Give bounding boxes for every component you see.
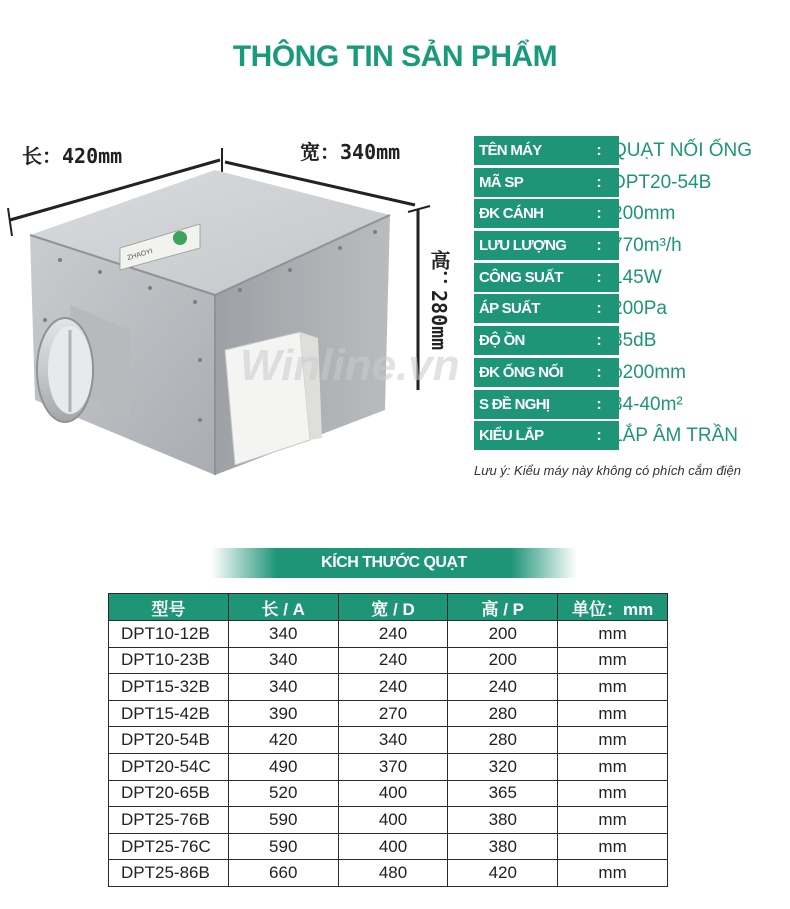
spec-key: ĐK ỐNG NỐI (474, 358, 579, 387)
spec-value: QUẠT NỐI ỐNG (612, 140, 753, 161)
spec-colon: : (579, 136, 619, 165)
table-row (109, 780, 668, 807)
spec-row-s-de-nghi (474, 390, 774, 419)
spec-colon: : (579, 294, 619, 323)
spec-key: S ĐỀ NGHỊ (474, 390, 579, 419)
dimension-height: 高：280mm (427, 250, 451, 351)
spec-key: ĐK CÁNH (474, 199, 579, 228)
cell-width: 240 (338, 647, 448, 674)
cell-model: DPT15-42B (109, 700, 229, 727)
cell-unit: mm (558, 727, 668, 754)
cell-length: 340 (228, 621, 338, 648)
cell-length: 390 (228, 700, 338, 727)
table-row (109, 860, 668, 887)
header-length: 长 / A (228, 594, 338, 621)
cell-width: 270 (338, 700, 448, 727)
cell-length: 420 (228, 727, 338, 754)
cell-height: 420 (448, 860, 558, 887)
cell-model: DPT20-54C (109, 753, 229, 780)
cell-length: 340 (228, 647, 338, 674)
cell-unit: mm (558, 621, 668, 648)
cell-height: 240 (448, 674, 558, 701)
product-brand-label: ZHAOYI (126, 248, 154, 262)
table-row (109, 700, 668, 727)
cell-width: 480 (338, 860, 448, 887)
duct-fan-image (0, 120, 470, 500)
cell-unit: mm (558, 807, 668, 834)
spec-value: 200mm (612, 203, 676, 225)
page-title: THÔNG TIN SẢN PHẨM (232, 40, 558, 73)
cell-unit: mm (558, 833, 668, 860)
note-text: Lưu ý: Kiểu máy này không có phích cắm điện (474, 463, 741, 478)
spec-key: TÊN MÁY (474, 136, 579, 165)
spec-key: MÃ SP (474, 168, 579, 197)
spec-row-ten-may (474, 136, 774, 165)
cell-width: 240 (338, 621, 448, 648)
header-width: 宽 / D (338, 594, 448, 621)
cell-length: 520 (228, 780, 338, 807)
dimension-length: 长：420mm (22, 144, 123, 168)
cell-length: 590 (228, 807, 338, 834)
cell-width: 240 (338, 674, 448, 701)
spec-row-do-on (474, 326, 774, 355)
spec-value: 34-40m² (612, 393, 683, 415)
spec-row-cong-suat (474, 263, 774, 292)
cell-length: 660 (228, 860, 338, 887)
spec-colon: : (579, 231, 619, 260)
cell-unit: mm (558, 700, 668, 727)
table-row (109, 674, 668, 701)
spec-list (474, 136, 774, 453)
cell-height: 380 (448, 807, 558, 834)
spec-value: 770m³/h (612, 235, 682, 257)
spec-colon: : (579, 199, 619, 228)
cell-height: 200 (448, 621, 558, 648)
cell-height: 380 (448, 833, 558, 860)
cell-unit: mm (558, 674, 668, 701)
cell-width: 370 (338, 753, 448, 780)
spec-colon: : (579, 421, 619, 450)
spec-colon: : (579, 358, 619, 387)
spec-row-dk-ong-noi (474, 358, 774, 387)
spec-colon: : (579, 390, 619, 419)
cell-width: 400 (338, 833, 448, 860)
cell-unit: mm (558, 753, 668, 780)
spec-key: ĐỘ ỒN (474, 326, 579, 355)
cell-width: 400 (338, 780, 448, 807)
size-table (108, 593, 668, 887)
table-header-row (109, 594, 668, 621)
spec-row-dk-canh (474, 199, 774, 228)
cell-model: DPT25-76C (109, 833, 229, 860)
cell-width: 400 (338, 807, 448, 834)
cell-model: DPT20-65B (109, 780, 229, 807)
cell-height: 365 (448, 780, 558, 807)
spec-row-luu-luong (474, 231, 774, 260)
spec-value: 35dB (612, 330, 657, 352)
spec-value: LẮP ÂM TRẦN (612, 425, 739, 447)
spec-colon: : (579, 326, 619, 355)
dimension-width: 宽：340mm (300, 140, 401, 164)
cell-model: DPT10-12B (109, 621, 229, 648)
cell-height: 280 (448, 727, 558, 754)
cell-unit: mm (558, 780, 668, 807)
cell-length: 340 (228, 674, 338, 701)
cell-height: 320 (448, 753, 558, 780)
table-row (109, 833, 668, 860)
cell-height: 200 (448, 647, 558, 674)
cell-length: 490 (228, 753, 338, 780)
table-row (109, 647, 668, 674)
spec-row-kieu-lap (474, 421, 774, 450)
table-row (109, 621, 668, 648)
header-unit: 单位：mm (558, 594, 668, 621)
cell-model: DPT15-32B (109, 674, 229, 701)
cell-width: 340 (338, 727, 448, 754)
spec-row-ma-sp (474, 168, 774, 197)
cell-unit: mm (558, 647, 668, 674)
spec-key: KIỂU LẮP (474, 421, 579, 450)
spec-key: CÔNG SUẤT (474, 263, 579, 292)
cell-model: DPT25-86B (109, 860, 229, 887)
table-row (109, 807, 668, 834)
spec-colon: : (579, 168, 619, 197)
table-row (109, 753, 668, 780)
cell-unit: mm (558, 860, 668, 887)
size-table-banner: KÍCH THƯỚC QUẠT (211, 548, 577, 578)
cell-model: DPT25-76B (109, 807, 229, 834)
spec-value: 145W (612, 266, 662, 288)
spec-value: 200Pa (612, 298, 667, 320)
header-model: 型号 (109, 594, 229, 621)
cell-length: 590 (228, 833, 338, 860)
spec-value: ϕ200mm (612, 361, 686, 383)
cell-model: DPT10-23B (109, 647, 229, 674)
cell-model: DPT20-54B (109, 727, 229, 754)
cell-height: 280 (448, 700, 558, 727)
spec-key: LƯU LƯỢNG (474, 231, 579, 260)
table-row (109, 727, 668, 754)
spec-colon: : (579, 263, 619, 292)
spec-row-ap-suat (474, 294, 774, 323)
spec-value: DPT20-54B (612, 171, 712, 193)
watermark-text: Winline.vn (240, 341, 460, 390)
product-illustration (0, 120, 470, 500)
header-height: 高 / P (448, 594, 558, 621)
spec-key: ÁP SUẤT (474, 294, 579, 323)
